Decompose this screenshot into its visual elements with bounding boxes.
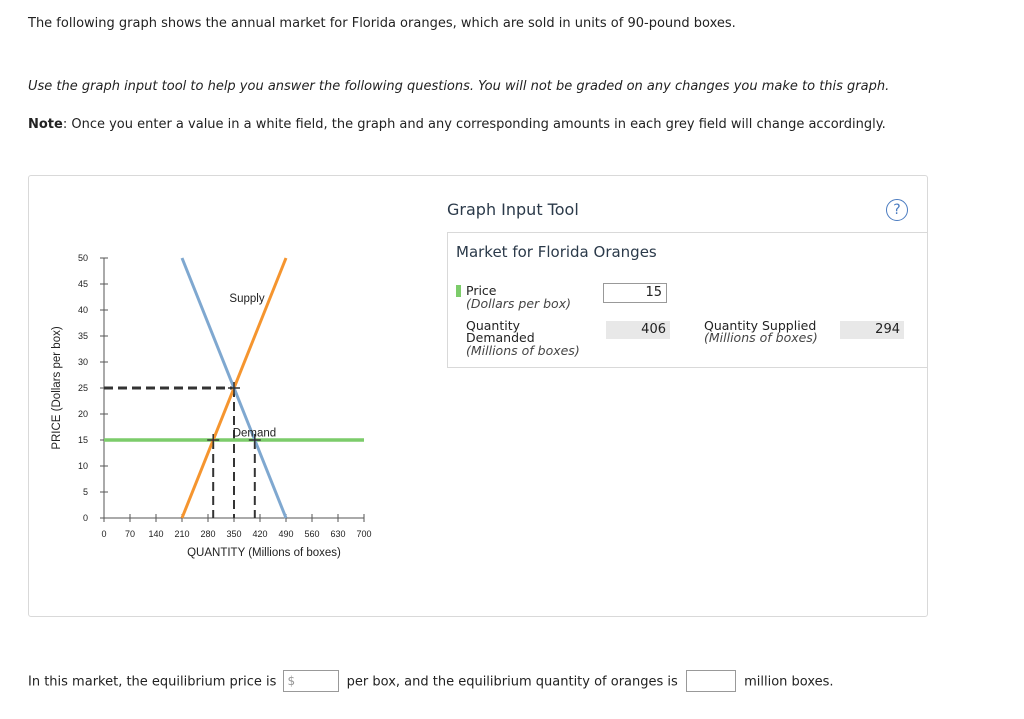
y-axis-label: PRICE (Dollars per box)	[51, 326, 63, 450]
graph-panel	[28, 175, 928, 617]
x-tick-label: 490	[278, 529, 294, 539]
x-axis-label: QUANTITY (Millions of boxes)	[187, 547, 341, 559]
demand-curve-label: Demand	[232, 427, 277, 440]
help-icon[interactable]: ?	[886, 199, 908, 221]
y-tick-label: 40	[77, 305, 88, 315]
question-part-3: million boxes.	[744, 674, 834, 690]
x-tick-label: 140	[148, 529, 164, 539]
instructions-text: Use the graph input tool to help you answer the following questions. You will not be graded on any changes you make to this graph.	[28, 79, 890, 94]
supply-curve-label: Supply	[229, 293, 265, 306]
question-part-2: per box, and the equilibrium quantity of oranges is	[346, 674, 678, 690]
quantity-supplied-value: 294	[840, 321, 904, 339]
price-label: Price	[466, 283, 497, 298]
quantity-demanded-label-2: Demanded	[466, 330, 535, 345]
quantity-demanded-label: Quantity	[466, 318, 521, 333]
note-body: : Once you enter a value in a white field, the graph and any corresponding amounts in each grey field will change accordingly.	[62, 117, 886, 132]
y-tick-label: 45	[77, 279, 88, 289]
intro-text: The following graph shows the annual market for Florida oranges, which are sold in units of 90-pound boxes.	[28, 16, 736, 31]
y-tick-label: 35	[77, 331, 88, 341]
x-tick-label: 210	[174, 529, 190, 539]
quantity-supplied-label: Quantity Supplied	[704, 318, 817, 333]
equilibrium-price-input[interactable]: $	[283, 670, 339, 692]
x-tick-label: 280	[200, 529, 216, 539]
question-line	[28, 671, 834, 693]
x-tick-label: 700	[356, 529, 372, 539]
question-part-1: In this market, the equilibrium price is	[28, 674, 277, 690]
y-tick-label: 50	[77, 253, 88, 263]
price-swatch	[456, 285, 461, 297]
y-tick-label: 25	[77, 383, 88, 393]
price-input[interactable]: 15	[603, 283, 667, 303]
y-tick-label: 15	[77, 435, 88, 445]
supply-demand-chart[interactable]	[29, 176, 429, 576]
y-tick-label: 20	[77, 409, 88, 419]
x-tick-label: 0	[101, 529, 107, 539]
note-text	[28, 117, 886, 132]
x-tick-label: 420	[252, 529, 268, 539]
quantity-demanded-value: 406	[606, 321, 670, 339]
x-tick-label: 630	[330, 529, 346, 539]
graph-input-tool-box	[447, 232, 928, 368]
note-label: Note	[28, 117, 63, 132]
x-tick-label: 350	[226, 529, 242, 539]
price-unit: (Dollars per box)	[466, 296, 571, 311]
y-tick-label: 5	[82, 487, 88, 497]
market-title: Market for Florida Oranges	[456, 243, 657, 261]
equilibrium-quantity-input[interactable]	[686, 670, 736, 692]
y-tick-label: 0	[82, 513, 88, 523]
quantity-supplied-unit: (Millions of boxes)	[704, 330, 818, 345]
y-tick-label: 10	[77, 461, 88, 471]
y-tick-label: 30	[77, 357, 88, 367]
x-tick-label: 70	[124, 529, 136, 539]
graph-input-tool-title: Graph Input Tool	[447, 200, 579, 219]
quantity-demanded-unit: (Millions of boxes)	[466, 343, 580, 358]
x-tick-label: 560	[304, 529, 320, 539]
